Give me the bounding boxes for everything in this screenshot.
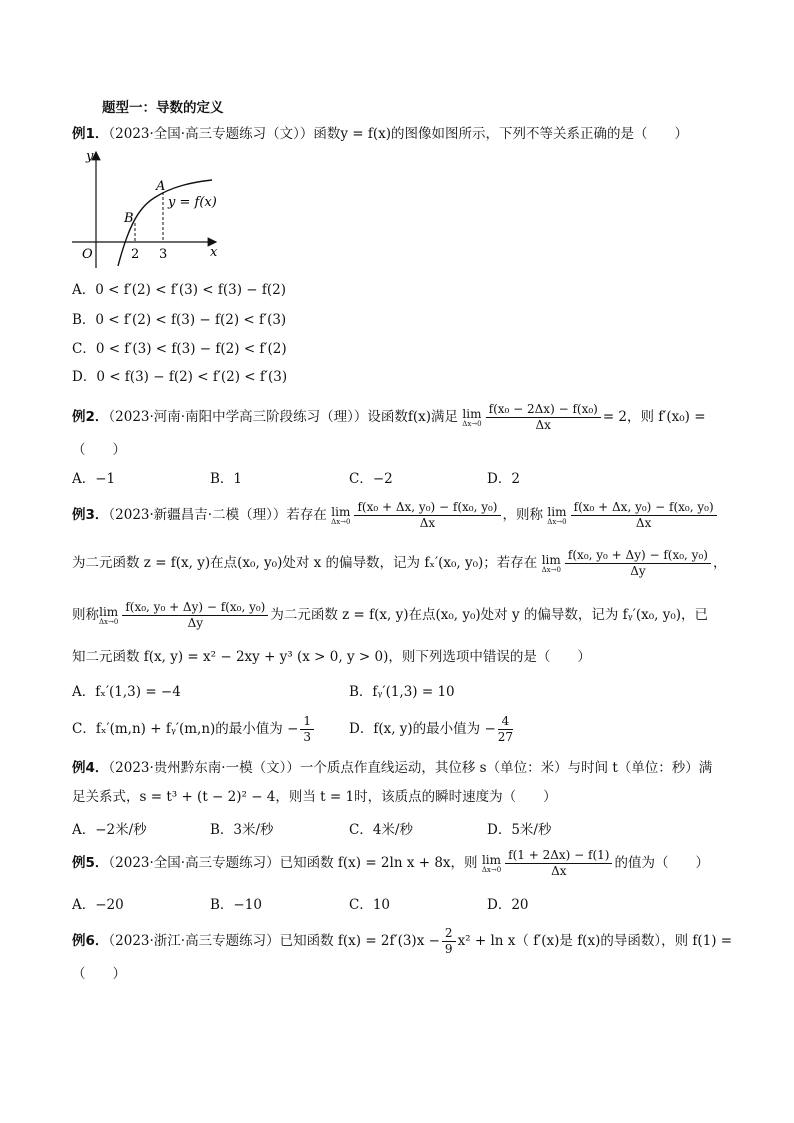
example-3-line-2: 为二元函数 z = f(x, y)在点(x₀, y₀)处对 x 的偏导数，记为 fₓ′(x₀, y₀)；若存在 lim Δx→0 $\frac{\text{f(x₀, y₀ + Δy) − f(x₀, y₀)}}{\Delta y}$ ， — [72, 548, 727, 578]
y-axis-label: y — [86, 149, 94, 164]
tick-3: 3 — [159, 247, 168, 262]
example-3-line-1: 例3．（2023·新疆昌吉·二模（理））若存在 lim Δx→0 $\frac{\text{f(x₀ + Δx, y₀) − f(x₀, y₀)}}{\Delta x}$ ，则称 lim Δx→0 $\frac{\text{f(x₀ + Δx, y₀) − f(x₀, y₀)}}{\Delta x}$ — [72, 498, 719, 532]
example-6-question: 例6．（2023·浙江·高三专题练习）已知函数 f(x) = 2f′(3)x − $\frac{2}{9}$ x² + ln x（ f′(x)是 f(x)的导函数），则 f(1) = — [72, 926, 733, 956]
example-5-option-b[interactable]: B．−10 — [210, 897, 262, 913]
example-2-option-c[interactable]: C．−2 — [349, 471, 393, 487]
limit-fraction: $\frac{f(1 + 2\Delta x) - f(1)}{\Delta x}$ — [505, 848, 612, 879]
example-3-option-c[interactable]: C．fₓ′(m,n) + fᵧ′(m,n)的最小值为 − $\frac{1}{3}$ — [72, 712, 316, 746]
example-2-answer-paren: （ ） — [72, 442, 126, 458]
example-5-question: 例5．（2023·全国·高三专题练习）已知函数 f(x) = 2ln x + 8x，则 lim Δx→0 $\frac{f(1 + 2\Delta x) - f(1)}{\Delta x}$ 的值为（ ） — [72, 848, 709, 878]
point-a-label: A — [156, 179, 166, 194]
function-graph — [68, 148, 238, 270]
example-1-option-a[interactable]: A．0 < f′(2) < f′(3) < f(3) − f(2) — [72, 282, 287, 298]
example-5-option-d[interactable]: D．20 — [487, 897, 529, 913]
fraction-two-ninths: $\frac{2}{9}$ — [442, 926, 456, 957]
example-2-option-d[interactable]: D．2 — [487, 471, 520, 487]
example-1-text: （2023·全国·高三专题练习（文））函数y = f(x)的图像如图所示，下列不等关系正确的是（ ） — [108, 126, 689, 142]
example-4-option-d[interactable]: D．5米/秒 — [487, 822, 552, 838]
limit-fraction-y: $\frac{\text{f(x₀, y₀ + Δy) − f(x₀, y₀)}}{\Delta y}$ — [565, 548, 711, 579]
example-6-label: 例6． — [72, 933, 109, 949]
example-1-option-b[interactable]: B．0 < f′(2) < f(3) − f(2) < f′(3) — [72, 312, 287, 328]
example-2-option-a[interactable]: A．−1 — [72, 471, 116, 487]
example-5-label: 例5． — [72, 855, 109, 871]
example-1-label: 例1． — [72, 126, 109, 142]
limit-fraction-x: $\frac{\text{f(x₀ + Δx, y₀) − f(x₀, y₀)}}{\Delta x}$ — [354, 500, 500, 531]
limit-operator: lim Δx→0 — [99, 604, 119, 626]
example-3-label: 例3． — [72, 507, 109, 523]
limit-operator: lim Δx→0 — [481, 852, 502, 874]
fraction-one-third: $\frac{1}{3}$ — [300, 714, 314, 745]
example-1-option-c[interactable]: C．0 < f′(3) < f(3) − f(2) < f′(2) — [72, 341, 287, 357]
limit-operator: lim Δx→0 — [541, 552, 561, 574]
example-2-option-b[interactable]: B．1 — [210, 471, 243, 487]
example-5-option-c[interactable]: C．10 — [349, 897, 391, 913]
example-4-option-a[interactable]: A．−2米/秒 — [72, 822, 147, 838]
example-4-line-1: 例4．（2023·贵州黔东南·一模（文））一个质点作直线运动，其位移 s（单位：米）与时间 t（单位：秒）满 — [72, 760, 713, 776]
limit-fraction-x-repeat: $\frac{\text{f(x₀ + Δx, y₀) − f(x₀, y₀)}}{\Delta x}$ — [571, 500, 717, 531]
section-title: 题型一：导数的定义 — [102, 100, 224, 116]
x-axis-label: x — [210, 245, 218, 260]
point-b-label: B — [124, 211, 134, 226]
example-5-option-a[interactable]: A．−20 — [72, 897, 124, 913]
example-4-label: 例4． — [72, 760, 109, 776]
example-3-line-4: 知二元函数 f(x, y) = x² − 2xy + y³ (x > 0, y > 0)，则下列选项中错误的是（ ） — [72, 649, 591, 665]
limit-operator: lim Δx→0 — [331, 504, 351, 526]
example-2-text: （2023·河南·南阳中学高三阶段练习（理））设函数f(x)满足 — [108, 409, 458, 425]
example-4-option-b[interactable]: B．3米/秒 — [210, 822, 274, 838]
curve-label: y = f(x) — [168, 195, 217, 210]
tick-2: 2 — [131, 247, 140, 262]
origin-label: O — [82, 247, 93, 262]
example-3-option-a[interactable]: A．fₓ′(1,3) = −4 — [72, 684, 181, 700]
fraction-four-27ths: $\frac{4}{27}$ — [497, 714, 514, 744]
limit-fraction: $\frac{\text{f(x₀ − 2Δx) − f(x₀)}}{\Delta x}$ — [486, 402, 601, 433]
example-2-tail: = 2，则 f′(x₀) = — [602, 409, 706, 425]
example-3-option-d[interactable]: D．f(x, y)的最小值为 − $\frac{4}{27}$ — [349, 714, 514, 744]
example-1-question — [72, 124, 688, 144]
limit-operator: lim Δx→0 — [547, 504, 567, 526]
example-2-question — [72, 400, 706, 434]
limit-operator: lim Δx→0 — [462, 406, 482, 428]
example-4-option-c[interactable]: C．4米/秒 — [349, 822, 413, 838]
example-3-line-3: 则称lim Δx→0 $\frac{\text{f(x₀, y₀ + Δy) − f(x₀, y₀)}}{\Delta y}$ 为二元函数 z = f(x, y)在点(x₀, y₀)处对 y 的偏导数，记为 fᵧ′(x₀, y₀)，已 — [72, 600, 708, 630]
example-3-option-b[interactable]: B．fᵧ′(1,3) = 10 — [349, 684, 455, 700]
example-1-option-d[interactable]: D．0 < f(3) − f(2) < f′(2) < f′(3) — [72, 369, 288, 385]
example-6-answer-paren: （ ） — [72, 966, 126, 982]
limit-fraction-y-repeat: $\frac{\text{f(x₀, y₀ + Δy) − f(x₀, y₀)}}{\Delta y}$ — [122, 600, 268, 631]
example-2-label: 例2． — [72, 409, 109, 425]
example-4-line-2: 足关系式，s = t³ + (t − 2)² − 4，则当 t = 1时，该质点的瞬时速度为（ ） — [72, 789, 557, 805]
